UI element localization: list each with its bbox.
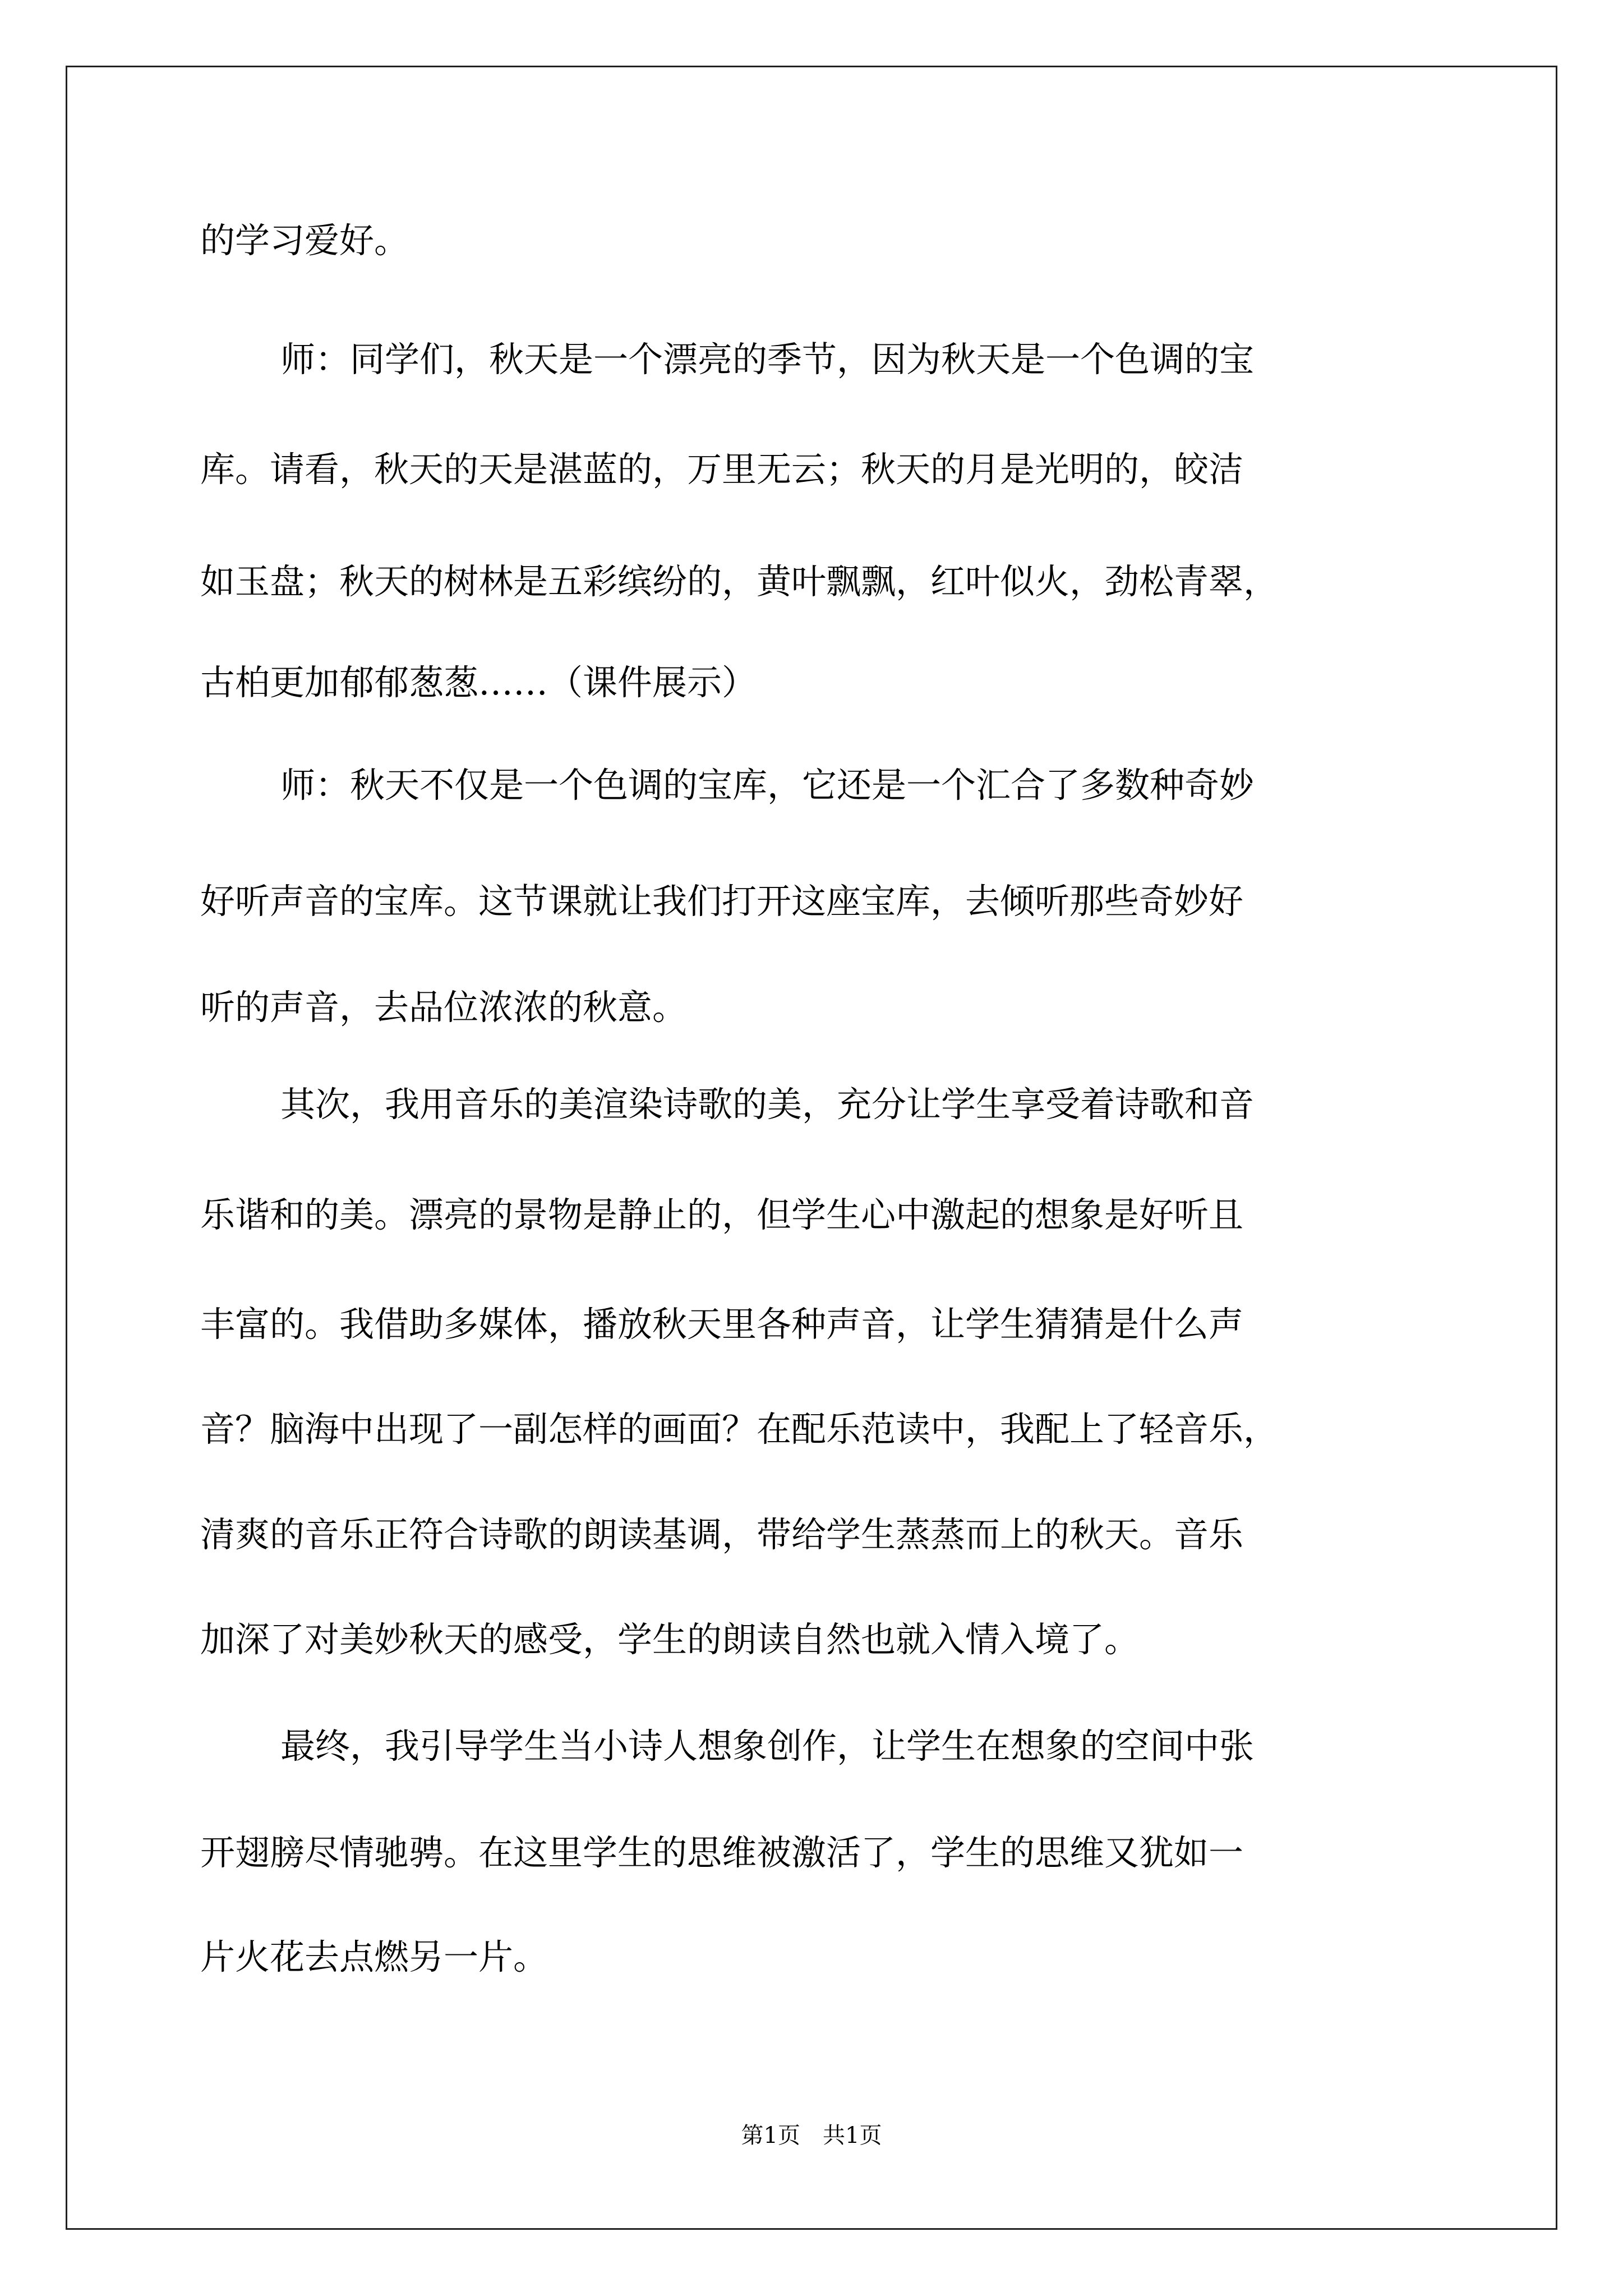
page-number-footer: 第1页 共1页 [741, 2123, 882, 2148]
body-line-2: 师：同学们，秋天是一个漂亮的季节，因为秋天是一个色调的宝 [280, 339, 1255, 380]
body-line-10: 乐谐和的美。漂亮的景物是静止的，但学生心中激起的想象是好听且 [200, 1194, 1244, 1235]
body-line-15: 最终，我引导学生当小诗人想象创作，让学生在想象的空间中张 [280, 1726, 1255, 1766]
body-line-16: 开翅膀尽情驰骋。在这里学生的思维被激活了，学生的思维又犹如一 [200, 1832, 1244, 1873]
body-line-9: 其次，我用音乐的美渲染诗歌的美，充分让学生享受着诗歌和音 [280, 1084, 1255, 1125]
body-line-7: 好听声音的宝库。这节课就让我们打开这座宝库，去倾听那些奇妙好 [200, 881, 1244, 922]
body-line-5: 古柏更加郁郁葱葱……（课件展示） [200, 662, 757, 703]
body-line-14: 加深了对美妙秋天的感受，学生的朗读自然也就入情入境了。 [200, 1619, 1140, 1660]
body-line-17: 片火花去点燃另一片。 [200, 1936, 548, 1977]
body-line-1: 的学习爱好。 [200, 220, 409, 261]
body-line-6: 师：秋天不仅是一个色调的宝库，它还是一个汇合了多数种奇妙 [280, 765, 1255, 806]
body-line-12: 音？脑海中出现了一副怎样的画面？在配乐范读中，我配上了轻音乐， [200, 1409, 1279, 1450]
body-line-11: 丰富的。我借助多媒体，播放秋天里各种声音，让学生猜猜是什么声 [200, 1304, 1244, 1345]
body-line-13: 清爽的音乐正符合诗歌的朗读基调，带给学生蒸蒸而上的秋天。音乐 [200, 1514, 1244, 1555]
page-border [66, 66, 1557, 2230]
body-line-3: 库。请看，秋天的天是湛蓝的，万里无云；秋天的月是光明的，皎洁 [200, 449, 1244, 490]
body-line-4: 如玉盘；秋天的树林是五彩缤纷的，黄叶飘飘，红叶似火，劲松青翠， [200, 561, 1279, 602]
body-line-8: 听的声音，去品位浓浓的秋意。 [200, 987, 688, 1028]
